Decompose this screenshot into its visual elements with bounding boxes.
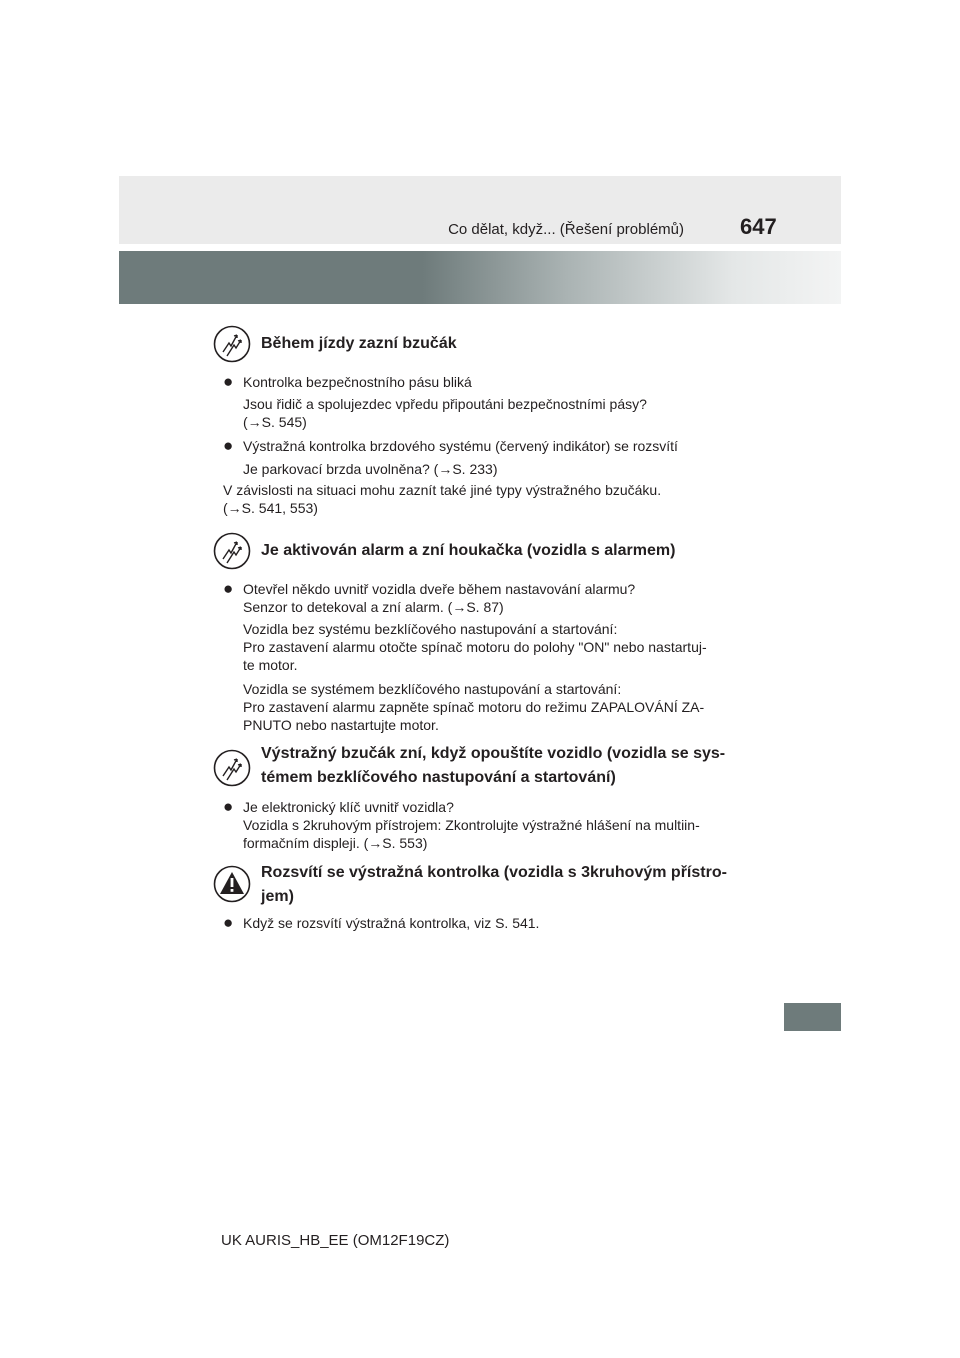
lightning-warning-icon — [213, 532, 251, 570]
bullet-icon: ● — [223, 797, 234, 816]
section-heading: Rozsvítí se výstražná kontrolka (vozidla s 3kruhovým přístro- jem) — [261, 864, 727, 905]
section-note: V závislosti na situaci mohu zaznít také jiné typy výstražného bzučáku. (→S. 541, 553) — [223, 482, 662, 516]
bullet-icon: ● — [223, 913, 234, 932]
chapter-gradient-bar — [119, 251, 841, 304]
bullet-detail: Je parkovací brzda uvolněna? (→S. 233) — [243, 461, 498, 477]
bullet-detail: Vozidla bez systému bezklíčového nastupování a startování: Pro zastavení alarmu otočte spínač motoru do polohy "ON" nebo nastartuj- te motor. — [243, 621, 707, 673]
section-title: Co dělat, když... (Řešení problémů) — [448, 221, 684, 238]
section-heading: Je aktivován alarm a zní houkačka (vozidla s alarmem) — [261, 542, 676, 559]
bullet-detail: Jsou řidič a spolujezdec vpředu připoutáni bezpečnostními pásy? (→S. 545) — [243, 396, 647, 430]
bullet-detail: Vozidla se systémem bezklíčového nastupování a startování: Pro zastavení alarmu zapněte spínač motoru do režimu ZAPALOVÁNÍ ZA- PNUTO nebo nastartujte motor. — [243, 681, 705, 733]
bullet-text: Výstražná kontrolka brzdového systému (červený indikátor) se rozsvítí — [243, 438, 678, 454]
exclamation-warning-icon — [213, 865, 251, 903]
page-number: 647 — [740, 214, 777, 239]
section-heading: Během jízdy zazní bzučák — [261, 335, 457, 352]
chapter-side-tab — [784, 1003, 841, 1031]
bullet-text: Když se rozsvítí výstražná kontrolka, viz S. 541. — [243, 915, 540, 931]
lightning-warning-icon — [213, 749, 251, 787]
footer-model-code: UK AURIS_HB_EE (OM12F19CZ) — [221, 1232, 450, 1249]
lightning-warning-icon — [213, 325, 251, 363]
bullet-icon: ● — [223, 579, 234, 598]
bullet-icon: ● — [223, 436, 234, 455]
bullet-text: Kontrolka bezpečnostního pásu bliká — [243, 374, 472, 390]
section-heading: Výstražný bzučák zní, když opouštíte vozidlo (vozidla se sys- témem bezklíčového nastupování a startování) — [261, 745, 726, 786]
bullet-text: Otevřel někdo uvnitř vozidla dveře během nastavování alarmu? Senzor to detekoval a zní alarm. (→S. 87) — [243, 581, 636, 615]
bullet-icon: ● — [223, 372, 234, 391]
bullet-text: Je elektronický klíč uvnitř vozidla? Vozidla s 2kruhovým přístrojem: Zkontrolujte výstražné hlášení na multiin- formačním displeji. (→S. 553) — [243, 799, 700, 851]
